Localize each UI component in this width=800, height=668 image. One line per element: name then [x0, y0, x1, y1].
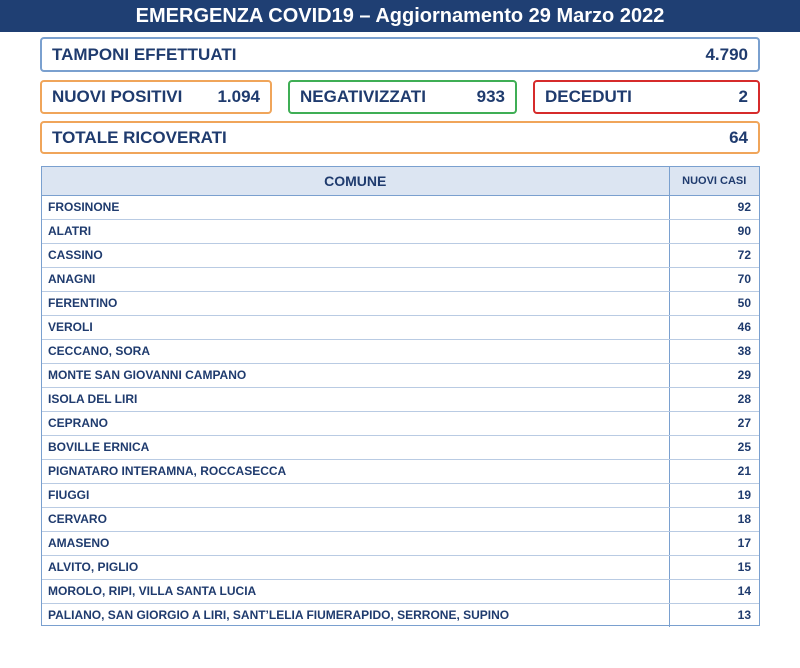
- negativizzati-box: [288, 80, 517, 114]
- comune-cell: CECCANO, SORA: [42, 339, 669, 363]
- comune-cell: PIGNATARO INTERAMNA, ROCCASECCA: [42, 459, 669, 483]
- comune-cell: CASSINO: [42, 243, 669, 267]
- nuovi-casi-cell: 19: [669, 483, 759, 507]
- nuovi-casi-cell: 92: [669, 195, 759, 219]
- table-row: [42, 459, 759, 483]
- comune-cell: CEPRANO: [42, 411, 669, 435]
- negativizzati-value: 933: [476, 87, 505, 106]
- table-row: [42, 243, 759, 267]
- table-row: [42, 315, 759, 339]
- comune-cell: ALATRI: [42, 219, 669, 243]
- comune-cell: MONTE SAN GIOVANNI CAMPANO: [42, 363, 669, 387]
- table-row: [42, 603, 759, 627]
- comune-cell: BOVILLE ERNICA: [42, 435, 669, 459]
- nuovi-positivi-label: NUOVI POSITIVI: [52, 87, 183, 106]
- table-row: [42, 531, 759, 555]
- comune-cell: PALIANO, SAN GIORGIO A LIRI, SANT’LELIA FIUMERAPIDO, SERRONE, SUPINO: [48, 608, 510, 623]
- comuni-table: [41, 166, 760, 626]
- nuovi-positivi-box: [40, 80, 272, 114]
- table-row: [42, 363, 759, 387]
- comune-cell: AMASENO: [42, 531, 669, 555]
- table-row: [42, 219, 759, 243]
- table-row: [42, 195, 759, 219]
- deceduti-value: 2: [738, 87, 748, 106]
- totale-ricoverati-value: 64: [729, 127, 748, 147]
- nuovi-casi-cell: 90: [669, 219, 759, 243]
- nuovi-casi-cell: 13: [669, 603, 759, 627]
- column-header-nuovi-casi: NUOVI CASI: [669, 167, 759, 195]
- nuovi-casi-cell: 29: [669, 363, 759, 387]
- nuovi-casi-cell: 18: [669, 507, 759, 531]
- nuovi-casi-cell: 15: [669, 555, 759, 579]
- totale-ricoverati-box: [40, 121, 760, 154]
- table-body: [42, 195, 759, 627]
- tamponi-label: TAMPONI EFFETTUATI: [52, 44, 237, 64]
- deceduti-box: [533, 80, 760, 114]
- nuovi-casi-cell: 27: [669, 411, 759, 435]
- table-row: [42, 387, 759, 411]
- comune-cell: FERENTINO: [42, 291, 669, 315]
- nuovi-casi-cell: 14: [669, 579, 759, 603]
- tamponi-value: 4.790: [705, 44, 748, 64]
- table-row: [42, 411, 759, 435]
- nuovi-positivi-value: 1.094: [217, 87, 260, 106]
- comune-cell: FROSINONE: [42, 195, 669, 219]
- comune-cell: VEROLI: [42, 315, 669, 339]
- negativizzati-label: NEGATIVIZZATI: [300, 87, 426, 106]
- nuovi-casi-cell: 72: [669, 243, 759, 267]
- nuovi-casi-cell: 28: [669, 387, 759, 411]
- nuovi-casi-cell: 21: [669, 459, 759, 483]
- comune-cell: CERVARO: [42, 507, 669, 531]
- nuovi-casi-cell: 50: [669, 291, 759, 315]
- table-row: [42, 579, 759, 603]
- totale-ricoverati-label: TOTALE RICOVERATI: [52, 127, 227, 147]
- table-row: [42, 483, 759, 507]
- table-header-row: [42, 167, 759, 195]
- comune-cell: FIUGGI: [42, 483, 669, 507]
- table-row: [42, 507, 759, 531]
- nuovi-casi-cell: 70: [669, 267, 759, 291]
- column-header-comune: COMUNE: [42, 167, 669, 195]
- page-title: EMERGENZA COVID19 – Aggiornamento 29 Marzo 2022: [0, 0, 800, 32]
- deceduti-label: DECEDUTI: [545, 87, 632, 106]
- nuovi-casi-cell: 25: [669, 435, 759, 459]
- table-row: [42, 267, 759, 291]
- table-row: [42, 291, 759, 315]
- nuovi-casi-cell: 38: [669, 339, 759, 363]
- comune-cell: ANAGNI: [42, 267, 669, 291]
- nuovi-casi-cell: 46: [669, 315, 759, 339]
- comune-cell: ALVITO, PIGLIO: [42, 555, 669, 579]
- table-row: [42, 435, 759, 459]
- table-row: [42, 555, 759, 579]
- comune-cell: MOROLO, RIPI, VILLA SANTA LUCIA: [42, 579, 669, 603]
- tamponi-box: [40, 37, 760, 72]
- nuovi-casi-cell: 17: [669, 531, 759, 555]
- comune-cell: ISOLA DEL LIRI: [42, 387, 669, 411]
- table-row: [42, 339, 759, 363]
